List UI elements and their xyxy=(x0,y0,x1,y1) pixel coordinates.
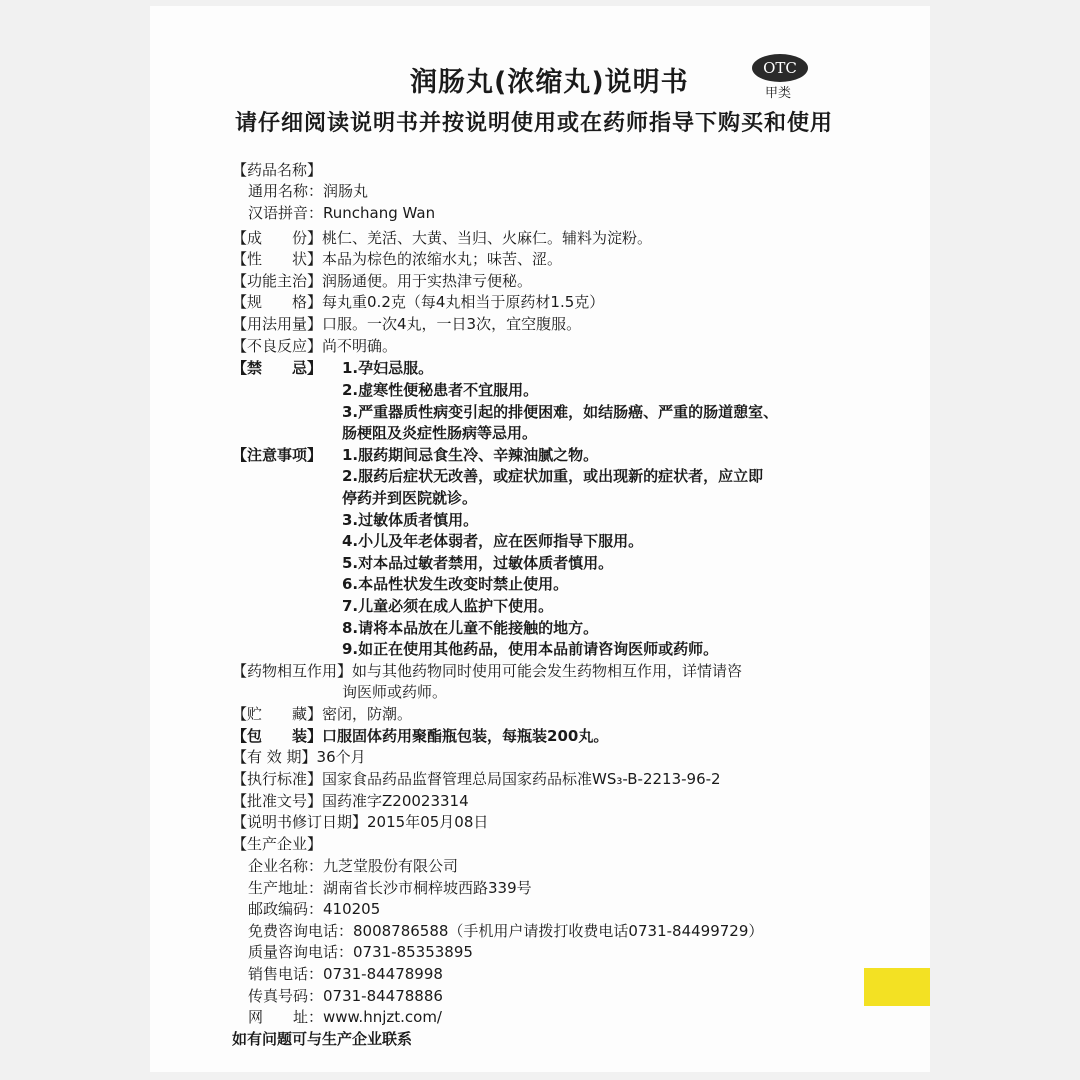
manufacturer-line: 生产地址：湖南省长沙市桐梓坡西路339号 xyxy=(248,879,532,897)
properties-text: 本品为棕色的浓缩水丸；味苦、涩。 xyxy=(322,250,563,268)
indications-label: 【功能主治】 xyxy=(232,272,323,290)
precaution-item: 2.服药后症状无改善，或症状加重，或出现新的症状者，应立即 xyxy=(342,467,764,485)
document-subtitle: 请仔细阅读说明书并按说明使用或在药师指导下购买和使用 xyxy=(235,111,834,136)
indications-row xyxy=(232,271,532,291)
storage-label: 【贮 藏】 xyxy=(232,705,323,723)
generic-name: 通用名称：润肠丸 xyxy=(248,182,369,200)
approval-row xyxy=(232,791,469,811)
usage-label: 【用法用量】 xyxy=(232,315,323,333)
precaution-item: 7.儿童必须在成人监护下使用。 xyxy=(342,597,554,615)
indications-text: 润肠通便。用于实热津亏便秘。 xyxy=(322,272,533,290)
contraindication-item: 3.严重器质性病变引起的排便困难，如结肠癌、严重的肠道憩室、 xyxy=(342,403,779,421)
packaging-label: 【包 装】 xyxy=(232,727,323,745)
precaution-item: 8.请将本品放在儿童不能接触的地方。 xyxy=(342,619,599,637)
manufacturer-line: 邮政编码：410205 xyxy=(248,900,381,918)
manufacturer-line: 企业名称：九芝堂股份有限公司 xyxy=(248,857,459,875)
packaging-row xyxy=(232,726,608,746)
contraindications-label: 【禁 忌】 xyxy=(232,359,323,377)
spec-row xyxy=(232,292,604,312)
storage-row xyxy=(232,704,412,724)
properties-row xyxy=(232,249,562,269)
standard-label: 【执行标准】 xyxy=(232,770,323,788)
precaution-item: 3.过敏体质者慎用。 xyxy=(342,511,479,529)
validity-text: 36个月 xyxy=(316,748,366,766)
precaution-item: 6.本品性状发生改变时禁止使用。 xyxy=(342,575,569,593)
spec-text: 每丸重0.2克（每4丸相当于原药材1.5克） xyxy=(322,293,605,311)
contraindication-item: 2.虚寒性便秘患者不宜服用。 xyxy=(342,381,539,399)
revision-label: 【说明书修订日期】 xyxy=(232,813,368,831)
ingredients-text: 桃仁、羌活、大黄、当归、火麻仁。辅料为淀粉。 xyxy=(322,229,653,247)
interactions-text-cont: 询医师或药师。 xyxy=(342,683,448,701)
spec-label: 【规 格】 xyxy=(232,293,323,311)
otc-badge: OTC xyxy=(752,54,808,82)
usage-text: 口服。一次4丸，一日3次，宜空腹服。 xyxy=(322,315,582,333)
ingredients-label: 【成 份】 xyxy=(232,229,323,247)
pinyin-name: 汉语拼音：Runchang Wan xyxy=(248,204,436,222)
drug-name-label: 【药品名称】 xyxy=(232,161,323,179)
manufacturer-line: 质量咨询电话：0731-85353895 xyxy=(248,943,473,961)
manufacturer-line: 销售电话：0731-84478998 xyxy=(248,965,443,983)
storage-text: 密闭，防潮。 xyxy=(322,705,413,723)
adverse-row xyxy=(232,336,397,356)
yellow-color-mark xyxy=(864,968,930,1006)
precaution-item: 4.小儿及年老体弱者，应在医师指导下服用。 xyxy=(342,532,644,550)
precaution-item: 9.如正在使用其他药品，使用本品前请咨询医师或药师。 xyxy=(342,640,719,658)
properties-label: 【性 状】 xyxy=(232,250,323,268)
revision-text: 2015年05月08日 xyxy=(367,813,489,831)
contact-footer: 如有问题可与生产企业联系 xyxy=(232,1030,413,1048)
revision-row xyxy=(232,812,488,832)
approval-label: 【批准文号】 xyxy=(232,792,323,810)
packaging-text: 口服固体药用聚酯瓶包装，每瓶装200丸。 xyxy=(322,727,609,745)
manufacturer-line: 传真号码：0731-84478886 xyxy=(248,987,443,1005)
usage-row xyxy=(232,314,581,334)
manufacturer-label: 【生产企业】 xyxy=(232,835,323,853)
manufacturer-line: 免费咨询电话：8008786588（手机用户请拨打收费电话0731-84499729） xyxy=(248,922,764,940)
website-link[interactable]: 网 址：www.hnjzt.com/ xyxy=(248,1008,442,1026)
precautions-label: 【注意事项】 xyxy=(232,446,323,464)
interactions-row xyxy=(232,661,742,681)
contraindication-item: 肠梗阻及炎症性肠病等忌用。 xyxy=(342,424,538,442)
standard-row xyxy=(232,769,721,789)
interactions-text: 如与其他药物同时使用可能会发生药物相互作用，详情请咨 xyxy=(352,662,743,680)
standard-text: 国家食品药品监督管理总局国家药品标准WS₃-B-2213-96-2 xyxy=(322,770,721,788)
contraindication-item: 1.孕妇忌服。 xyxy=(342,359,434,377)
validity-label: 【有 效 期】 xyxy=(232,748,317,766)
precaution-item: 1.服药期间忌食生冷、辛辣油腻之物。 xyxy=(342,446,599,464)
adverse-text: 尚不明确。 xyxy=(322,337,398,355)
document-title: 润肠丸(浓缩丸)说明书 xyxy=(410,67,689,98)
interactions-label: 【药物相互作用】 xyxy=(232,662,353,680)
validity-row xyxy=(232,747,366,767)
precaution-item: 5.对本品过敏者禁用，过敏体质者慎用。 xyxy=(342,554,614,572)
approval-text: 国药准字Z20023314 xyxy=(322,792,469,810)
otc-class-label: 甲类 xyxy=(765,86,792,101)
precaution-item: 停药并到医院就诊。 xyxy=(342,489,478,507)
ingredients-row xyxy=(232,228,652,248)
adverse-label: 【不良反应】 xyxy=(232,337,323,355)
